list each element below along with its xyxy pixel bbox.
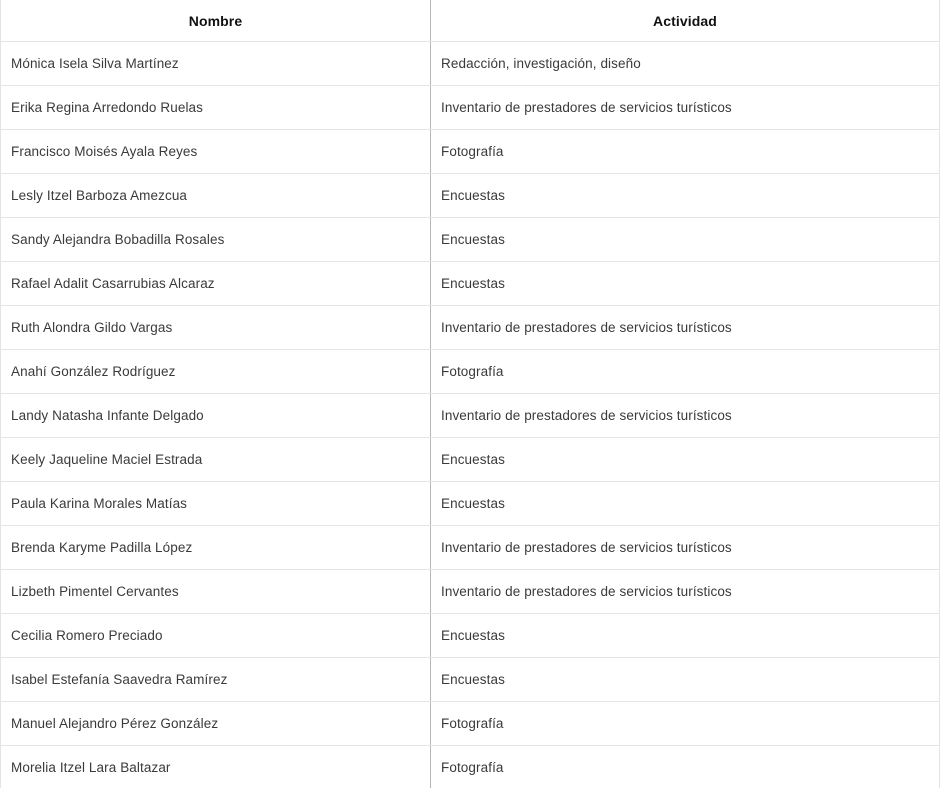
table-row — [1, 394, 939, 438]
table-row — [1, 42, 939, 86]
cell-actividad: Encuestas — [441, 452, 505, 467]
cell-nombre: Lizbeth Pimentel Cervantes — [1, 570, 431, 613]
cell-nombre: Keely Jaqueline Maciel Estrada — [1, 438, 431, 481]
table-row — [1, 702, 939, 746]
table-header-row — [1, 0, 939, 42]
cell-nombre: Isabel Estefanía Saavedra Ramírez — [1, 658, 431, 701]
cell-nombre: Brenda Karyme Padilla López — [1, 526, 431, 569]
table-row — [1, 482, 939, 526]
cell-nombre: Lesly Itzel Barboza Amezcua — [1, 174, 431, 217]
cell-nombre: Sandy Alejandra Bobadilla Rosales — [1, 218, 431, 261]
cell-nombre: Landy Natasha Infante Delgado — [1, 394, 431, 437]
cell-actividad: Encuestas — [441, 628, 505, 643]
cell-nombre: Morelia Itzel Lara Baltazar — [1, 746, 431, 788]
table-row — [1, 570, 939, 614]
cell-actividad: Inventario de prestadores de servicios turísticos — [441, 408, 732, 423]
cell-nombre: Erika Regina Arredondo Ruelas — [1, 86, 431, 129]
table-body — [1, 42, 939, 788]
table-row — [1, 218, 939, 262]
column-header-actividad: Actividad — [653, 12, 717, 29]
table-row — [1, 130, 939, 174]
table-row — [1, 614, 939, 658]
cell-actividad: Encuestas — [441, 188, 505, 203]
cell-actividad: Inventario de prestadores de servicios turísticos — [441, 100, 732, 115]
cell-nombre: Cecilia Romero Preciado — [1, 614, 431, 657]
cell-actividad: Encuestas — [441, 276, 505, 291]
table-row — [1, 306, 939, 350]
cell-nombre: Manuel Alejandro Pérez González — [1, 702, 431, 745]
table-row — [1, 438, 939, 482]
cell-actividad: Encuestas — [441, 496, 505, 511]
table-row — [1, 350, 939, 394]
table-row — [1, 86, 939, 130]
cell-actividad: Inventario de prestadores de servicios turísticos — [441, 320, 732, 335]
table-row — [1, 526, 939, 570]
cell-actividad: Fotografía — [441, 144, 504, 159]
cell-actividad: Fotografía — [441, 716, 504, 731]
cell-actividad: Fotografía — [441, 760, 504, 775]
cell-actividad: Encuestas — [441, 672, 505, 687]
cell-actividad: Inventario de prestadores de servicios turísticos — [441, 540, 732, 555]
cell-actividad: Encuestas — [441, 232, 505, 247]
column-header-nombre: Nombre — [1, 0, 431, 41]
cell-actividad: Fotografía — [441, 364, 504, 379]
cell-nombre: Anahí González Rodríguez — [1, 350, 431, 393]
cell-nombre: Rafael Adalit Casarrubias Alcaraz — [1, 262, 431, 305]
table-row — [1, 658, 939, 702]
cell-actividad: Inventario de prestadores de servicios turísticos — [441, 584, 732, 599]
cell-actividad: Redacción, investigación, diseño — [441, 56, 641, 71]
cell-nombre: Mónica Isela Silva Martínez — [1, 42, 431, 85]
table-row — [1, 174, 939, 218]
table-row — [1, 262, 939, 306]
table-row — [1, 746, 939, 788]
cell-nombre: Ruth Alondra Gildo Vargas — [1, 306, 431, 349]
cell-nombre: Francisco Moisés Ayala Reyes — [1, 130, 431, 173]
cell-nombre: Paula Karina Morales Matías — [1, 482, 431, 525]
